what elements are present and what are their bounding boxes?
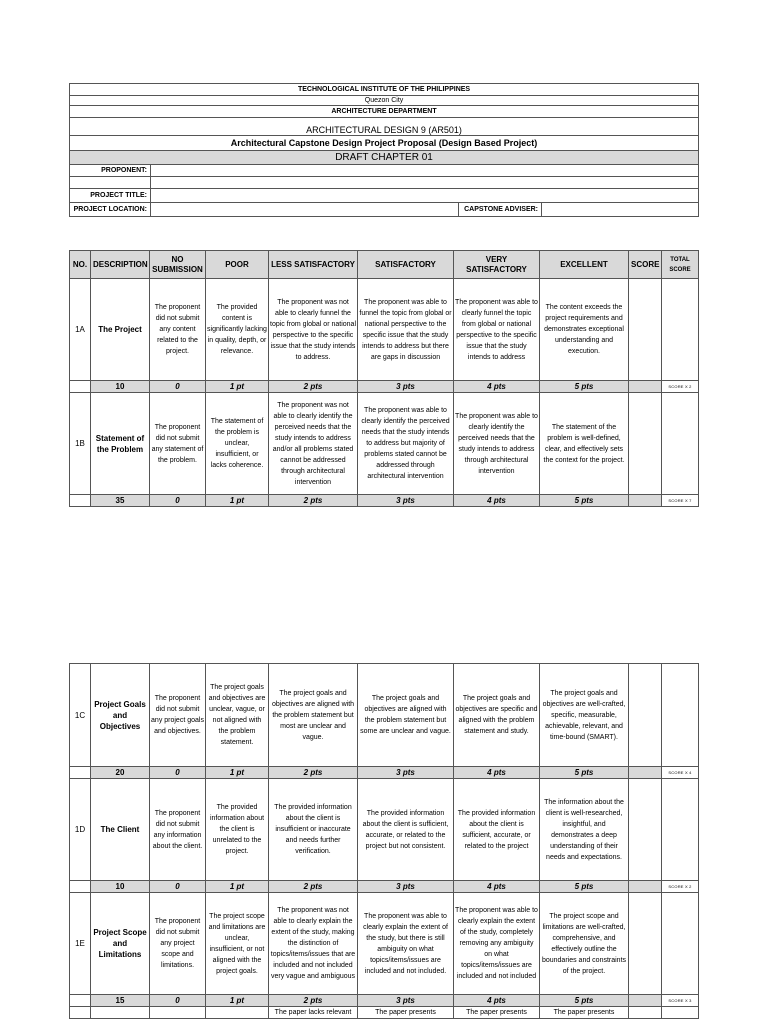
col-very-satisfactory: VERY SATISFACTORY bbox=[454, 251, 540, 279]
satisfactory-text: The paper presents bbox=[358, 1007, 454, 1019]
less-satisfactory-text: The proponent was not able to clearly identify the perceived needs that the study intends to address and/or all problems stated cannot be addressed through architectural intervention bbox=[269, 393, 358, 495]
criterion-no: 1C bbox=[70, 664, 91, 767]
proponent-label: PROPONENT: bbox=[70, 165, 151, 177]
criterion-weight: 35 bbox=[91, 495, 150, 507]
score-multiplier: SCORE X 3 bbox=[662, 995, 699, 1007]
poor-text: The statement of the problem is unclear, insufficient, or lacks coherence. bbox=[206, 393, 269, 495]
col-description: DESCRIPTION bbox=[91, 251, 150, 279]
points-excellent: 5 pts bbox=[540, 767, 629, 779]
points-very-satisfactory: 4 pts bbox=[454, 381, 540, 393]
less-satisfactory-text: The project goals and objectives are aligned with the problem statement but most are unclear and vague. bbox=[269, 664, 358, 767]
project-location-field[interactable] bbox=[151, 203, 459, 217]
no-submission-text: The proponent did not submit any project scope and limitations. bbox=[150, 893, 206, 995]
course-title: ARCHITECTURAL DESIGN 9 (AR501) bbox=[70, 118, 699, 136]
satisfactory-text: The proponent was able to clearly identify the perceived needs that the study intends to address but majority of problems stated cannot be addressed through architectural intervention bbox=[358, 393, 454, 495]
very-satisfactory-text: The project goals and objectives are specific and aligned with the problem statement and study. bbox=[454, 664, 540, 767]
points-row bbox=[70, 881, 699, 893]
points-satisfactory: 3 pts bbox=[358, 495, 454, 507]
score-multiplier: SCORE X 7 bbox=[662, 495, 699, 507]
document-title: Architectural Capstone Design Project Proposal (Design Based Project) bbox=[70, 136, 699, 151]
points-poor: 1 pt bbox=[206, 881, 269, 893]
total-score-cell[interactable] bbox=[662, 279, 699, 381]
criterion-no: 1B bbox=[70, 393, 91, 495]
points-no-submission: 0 bbox=[150, 767, 206, 779]
criterion-description: The Project bbox=[91, 279, 150, 381]
score-cell[interactable] bbox=[629, 393, 662, 495]
col-less-satisfactory: LESS SATISFACTORY bbox=[269, 251, 358, 279]
poor-text: The provided content is significantly lacking in quality, depth, or relevance. bbox=[206, 279, 269, 381]
excellent-text: The information about the client is well-researched, insightful, and demonstrates a deep understanding of their needs and expectations. bbox=[540, 779, 629, 881]
capstone-adviser-label: CAPSTONE ADVISER: bbox=[459, 203, 542, 217]
total-score-cell[interactable] bbox=[662, 393, 699, 495]
less-satisfactory-text: The proponent was not able to clearly funnel the topic from global or national perspective to the specific issue that the study intends to address. bbox=[269, 279, 358, 381]
criterion-row bbox=[70, 893, 699, 995]
less-satisfactory-text: The provided information about the client is insufficient or inaccurate and needs further verification. bbox=[269, 779, 358, 881]
points-satisfactory: 3 pts bbox=[358, 995, 454, 1007]
criterion-description: Project Scope and Limitations bbox=[91, 893, 150, 995]
score-multiplier: SCORE X 2 bbox=[662, 881, 699, 893]
proponent-field[interactable] bbox=[151, 165, 699, 177]
col-poor: POOR bbox=[206, 251, 269, 279]
proponent-label-extra bbox=[70, 177, 151, 189]
points-row bbox=[70, 381, 699, 393]
col-no-submission: NO SUBMISSION bbox=[150, 251, 206, 279]
institution-city: Quezon City bbox=[70, 96, 699, 106]
very-satisfactory-text: The proponent was able to clearly explain the extent of the study, completely removing any ambiguity on what topics/items/issues are included and not included bbox=[454, 893, 540, 995]
points-poor: 1 pt bbox=[206, 995, 269, 1007]
criterion-description: The Client bbox=[91, 779, 150, 881]
very-satisfactory-text: The proponent was able to clearly funnel the topic from global or national perspective to the specific issue that the study intends to address bbox=[454, 279, 540, 381]
points-less-satisfactory: 2 pts bbox=[269, 767, 358, 779]
points-no-submission: 0 bbox=[150, 995, 206, 1007]
excellent-text: The project scope and limitations are well-crafted, comprehensive, and effectively outline the boundaries and constraints of the project. bbox=[540, 893, 629, 995]
criterion-row bbox=[70, 279, 699, 381]
criterion-weight: 20 bbox=[91, 767, 150, 779]
criterion-weight: 10 bbox=[91, 881, 150, 893]
satisfactory-text: The project goals and objectives are aligned with the problem statement but some are unclear and vague. bbox=[358, 664, 454, 767]
criterion-no: 1A bbox=[70, 279, 91, 381]
points-row bbox=[70, 995, 699, 1007]
points-poor: 1 pt bbox=[206, 495, 269, 507]
very-satisfactory-text: The provided information about the client is sufficient, accurate, or related to the project bbox=[454, 779, 540, 881]
document-header bbox=[69, 83, 699, 217]
points-excellent: 5 pts bbox=[540, 881, 629, 893]
points-very-satisfactory: 4 pts bbox=[454, 881, 540, 893]
score-cell[interactable] bbox=[629, 279, 662, 381]
excellent-text: The project goals and objectives are well-crafted, specific, measurable, achievable, relevant, and time-bound (SMART). bbox=[540, 664, 629, 767]
points-no-submission: 0 bbox=[150, 495, 206, 507]
points-row bbox=[70, 767, 699, 779]
score-multiplier: SCORE X 2 bbox=[662, 381, 699, 393]
points-satisfactory: 3 pts bbox=[358, 881, 454, 893]
col-satisfactory: SATISFACTORY bbox=[358, 251, 454, 279]
no-submission-text: The proponent did not submit any statement of the problem. bbox=[150, 393, 206, 495]
proponent-field-extra[interactable] bbox=[151, 177, 699, 189]
col-total-score: TOTAL SCORE bbox=[662, 251, 699, 279]
excellent-text: The statement of the problem is well-defined, clear, and effectively sets the context for the project. bbox=[540, 393, 629, 495]
no-submission-text: The proponent did not submit any project goals and objectives. bbox=[150, 664, 206, 767]
criterion-row-partial bbox=[70, 1007, 699, 1019]
points-very-satisfactory: 4 pts bbox=[454, 767, 540, 779]
excellent-text: The paper presents bbox=[540, 1007, 629, 1019]
poor-text: The project scope and limitations are unclear, insufficient, or not aligned with the project goals. bbox=[206, 893, 269, 995]
rubric-table-page-2 bbox=[69, 663, 699, 1019]
no-submission-text: The proponent did not submit any content related to the project. bbox=[150, 279, 206, 381]
total-score-cell[interactable] bbox=[662, 779, 699, 881]
score-multiplier: SCORE X 4 bbox=[662, 767, 699, 779]
points-less-satisfactory: 2 pts bbox=[269, 995, 358, 1007]
project-title-label: PROJECT TITLE: bbox=[70, 189, 151, 203]
points-less-satisfactory: 2 pts bbox=[269, 495, 358, 507]
points-row bbox=[70, 495, 699, 507]
very-satisfactory-text: The proponent was able to clearly identify the perceived needs that the study intends to address through architectural intervention bbox=[454, 393, 540, 495]
poor-text: The project goals and objectives are unclear, vague, or not aligned with the problem statement. bbox=[206, 664, 269, 767]
points-satisfactory: 3 pts bbox=[358, 381, 454, 393]
points-less-satisfactory: 2 pts bbox=[269, 881, 358, 893]
project-title-field[interactable] bbox=[151, 189, 699, 203]
excellent-text: The content exceeds the project requirements and demonstrates exceptional understanding and execution. bbox=[540, 279, 629, 381]
score-cell[interactable] bbox=[629, 893, 662, 995]
points-less-satisfactory: 2 pts bbox=[269, 381, 358, 393]
score-cell[interactable] bbox=[629, 779, 662, 881]
no-submission-text: The proponent did not submit any information about the client. bbox=[150, 779, 206, 881]
points-excellent: 5 pts bbox=[540, 381, 629, 393]
criterion-no: 1E bbox=[70, 893, 91, 995]
criterion-description: Project Goals and Objectives bbox=[91, 664, 150, 767]
points-no-submission: 0 bbox=[150, 381, 206, 393]
points-very-satisfactory: 4 pts bbox=[454, 495, 540, 507]
criterion-no: 1D bbox=[70, 779, 91, 881]
rubric-table-page-1 bbox=[69, 250, 699, 507]
less-satisfactory-text: The proponent was not able to clearly explain the extent of the study, making the distinction of topics/items/issues that are included and not included very vague and ambiguous bbox=[269, 893, 358, 995]
criterion-row bbox=[70, 664, 699, 767]
points-excellent: 5 pts bbox=[540, 995, 629, 1007]
col-score: SCORE bbox=[629, 251, 662, 279]
criterion-weight: 10 bbox=[91, 381, 150, 393]
points-satisfactory: 3 pts bbox=[358, 767, 454, 779]
total-score-cell[interactable] bbox=[662, 893, 699, 995]
department-name: ARCHITECTURE DEPARTMENT bbox=[70, 106, 699, 118]
score-cell[interactable] bbox=[629, 664, 662, 767]
criterion-row bbox=[70, 779, 699, 881]
total-score-cell[interactable] bbox=[662, 664, 699, 767]
project-location-label: PROJECT LOCATION: bbox=[70, 203, 151, 217]
very-satisfactory-text: The paper presents bbox=[454, 1007, 540, 1019]
points-poor: 1 pt bbox=[206, 381, 269, 393]
col-excellent: EXCELLENT bbox=[540, 251, 629, 279]
points-very-satisfactory: 4 pts bbox=[454, 995, 540, 1007]
points-no-submission: 0 bbox=[150, 881, 206, 893]
poor-text: The provided information about the client is unrelated to the project. bbox=[206, 779, 269, 881]
less-satisfactory-text: The paper lacks relevant bbox=[269, 1007, 358, 1019]
institution-name: TECHNOLOGICAL INSTITUTE OF THE PHILIPPINES bbox=[70, 84, 699, 96]
satisfactory-text: The proponent was able to funnel the topic from global or national perspective to the specific issue that the study intends to address but there are gaps in discussion bbox=[358, 279, 454, 381]
criterion-description: Statement of the Problem bbox=[91, 393, 150, 495]
col-no: NO. bbox=[70, 251, 91, 279]
points-poor: 1 pt bbox=[206, 767, 269, 779]
capstone-adviser-field[interactable] bbox=[542, 203, 699, 217]
criterion-row bbox=[70, 393, 699, 495]
satisfactory-text: The provided information about the client is sufficient, accurate, or related to the project but not consistent. bbox=[358, 779, 454, 881]
satisfactory-text: The proponent was able to clearly explain the extent of the study, but there is still ambiguity on what topics/items/issues are included and not included. bbox=[358, 893, 454, 995]
points-excellent: 5 pts bbox=[540, 495, 629, 507]
criterion-weight: 15 bbox=[91, 995, 150, 1007]
draft-chapter-banner: DRAFT CHAPTER 01 bbox=[70, 151, 699, 165]
rubric-header-row bbox=[70, 251, 699, 279]
